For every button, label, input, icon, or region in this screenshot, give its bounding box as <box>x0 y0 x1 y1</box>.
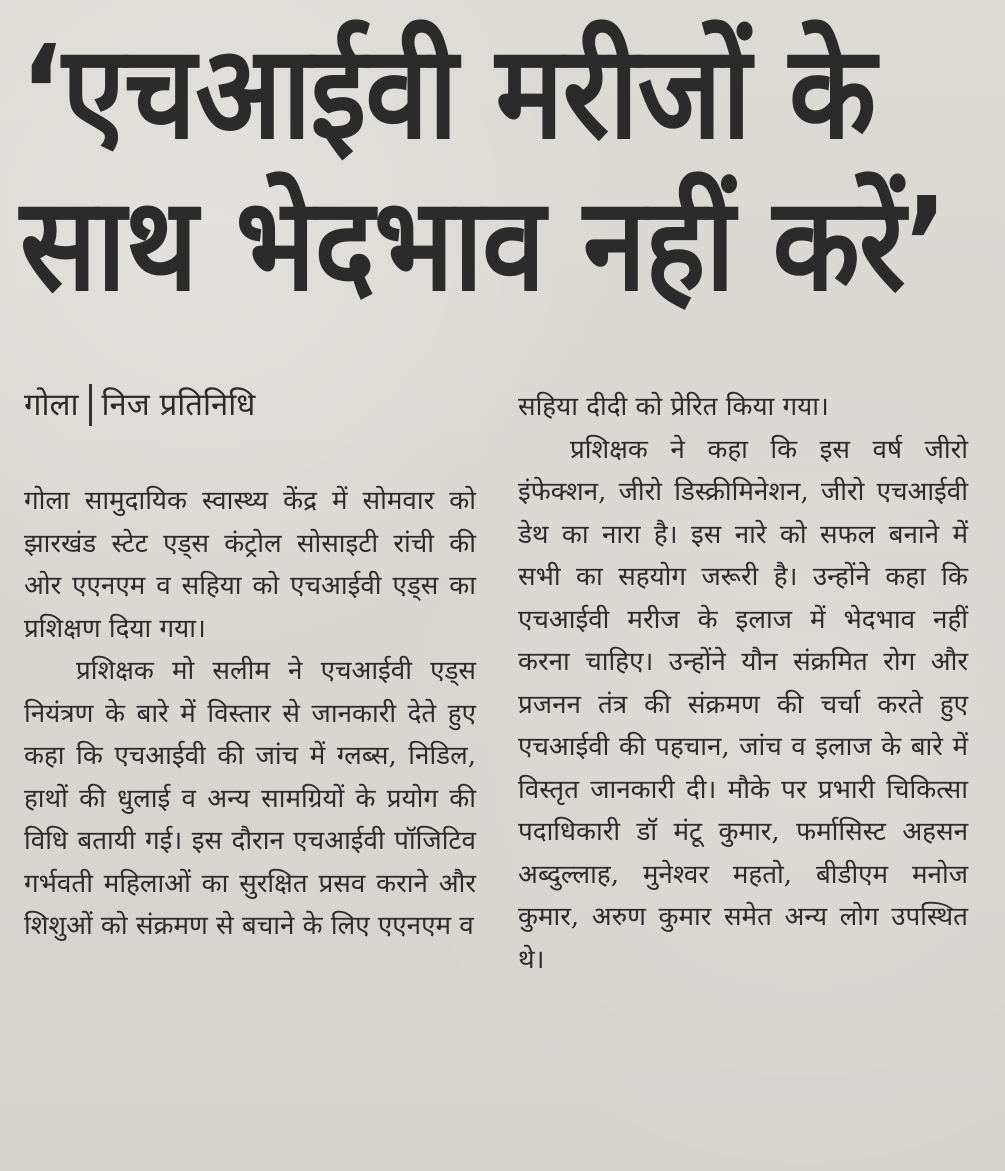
byline-place: गोला <box>24 386 79 423</box>
byline <box>24 384 504 426</box>
headline <box>20 18 985 321</box>
headline-line-2: साथ भेदभाव नहीं करें’ <box>20 170 947 321</box>
article-paragraph-1: गोला सामुदायिक स्वास्थ्य केंद्र में सोमवार को झारखंड स्टेट एड्स कंट्रोल सोसाइटी रांची की ओर एएनएम व सहिया को एचआईवी एड्स का प्रशिक्षण दिया गया। <box>24 486 476 644</box>
article-paragraph-3: सहिया दीदी को प्रेरित किया गया। <box>518 392 829 422</box>
article-column-right <box>518 386 968 981</box>
byline-reporter: निज प्रतिनिधि <box>101 386 256 423</box>
article-paragraph-4: प्रशिक्षक ने कहा कि इस वर्ष जीरो इंफेक्शन, जीरो डिस्क्रीमिनेशन, जीरो एचआईवी डेथ का नारा है। इस नारे को सफल बनाने में सभी का सहयोग जरूरी है। उन्होंने कहा कि एचआईवी मरीज के इलाज में भेदभाव नहीं करना चाहिए। उन्होंने यौन संक्रमित रोग और प्रजनन तंत्र की संक्रमण की चर्चा करते हुए एचआईवी की पहचान, जांच व इलाज के बारे में विस्तृत जानकारी दी। मौके पर प्रभारी चिकित्सा पदाधिकारी डॉ मंटू कुमार, फर्मासिस्ट अहसन अब्दुल्लाह, मुनेश्वर महतो, बीडीएम मनोज कुमार, अरुण कुमार समेत अन्य लोग उपस्थित थे। <box>518 434 968 975</box>
headline-line-1: ‘एचआईवी मरीजों के <box>20 18 876 169</box>
byline-separator <box>89 384 92 426</box>
article-column-left <box>24 480 476 948</box>
article-paragraph-2: प्रशिक्षक मो सलीम ने एचआईवी एड्स नियंत्रण के बारे में विस्तार से जानकारी देते हुए कहा कि एचआईवी की जांच में ग्लब्स, निडिल, हाथों की धुलाई व अन्य सामग्रियों के प्रयोग की विधि बतायी गई। इस दौरान एचआईवी पॉजिटिव गर्भवती महिलाओं का सुरक्षित प्रसव कराने और शिशुओं को संक्रमण से बचाने के लिए एएनएम व <box>24 656 476 941</box>
